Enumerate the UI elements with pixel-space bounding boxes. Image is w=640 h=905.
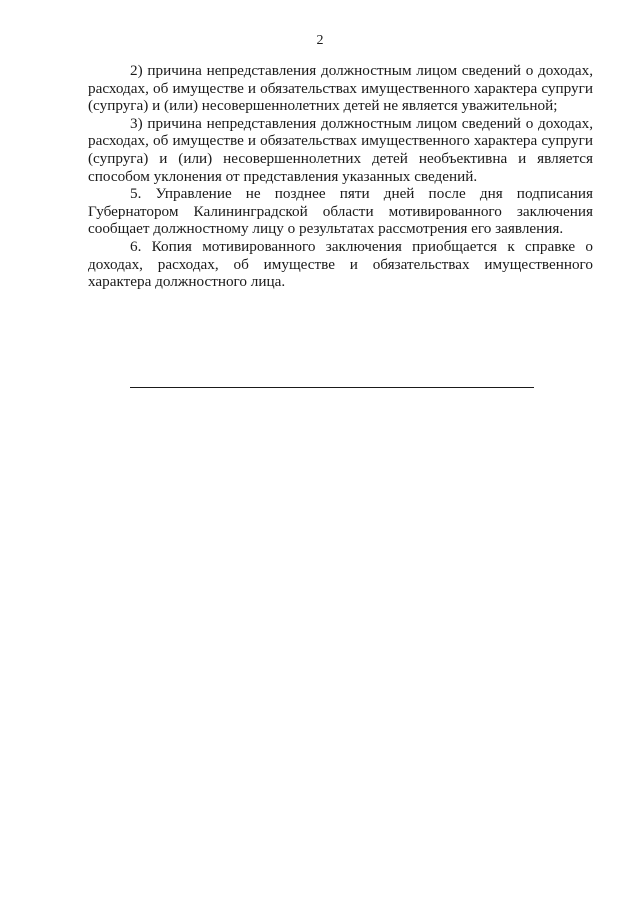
paragraph-item-2: 2) причина непредставления должностным лицом сведений о доходах, расходах, об имуществе и обязательствах имущественного характера супруги (супруга) и (или) несовершеннолетних детей не является уважительной; [88,62,593,115]
page-number: 2 [316,33,324,48]
document-body [88,62,593,291]
paragraph-point-6: 6. Копия мотивированного заключения приобщается к справке о доходах, расходах, об имуществе и обязательствах имущественного характера должностного лица. [88,237,593,291]
paragraph-point-5: 5. Управление не позднее пяти дней после дня подписания Губернатором Калининградской области мотивированного заключения сообщает должностному лицу о результатах рассмотрения его заявления. [88,185,593,238]
paragraph-item-3: 3) причина непредставления должностным лицом сведений о доходах, расходах, об имуществе и обязательствах имущественного характера супруги (супруга) и (или) несовершеннолетних детей необъективна и является способом уклонения от представления указанных сведений. [88,114,593,185]
end-divider-line [130,387,534,388]
